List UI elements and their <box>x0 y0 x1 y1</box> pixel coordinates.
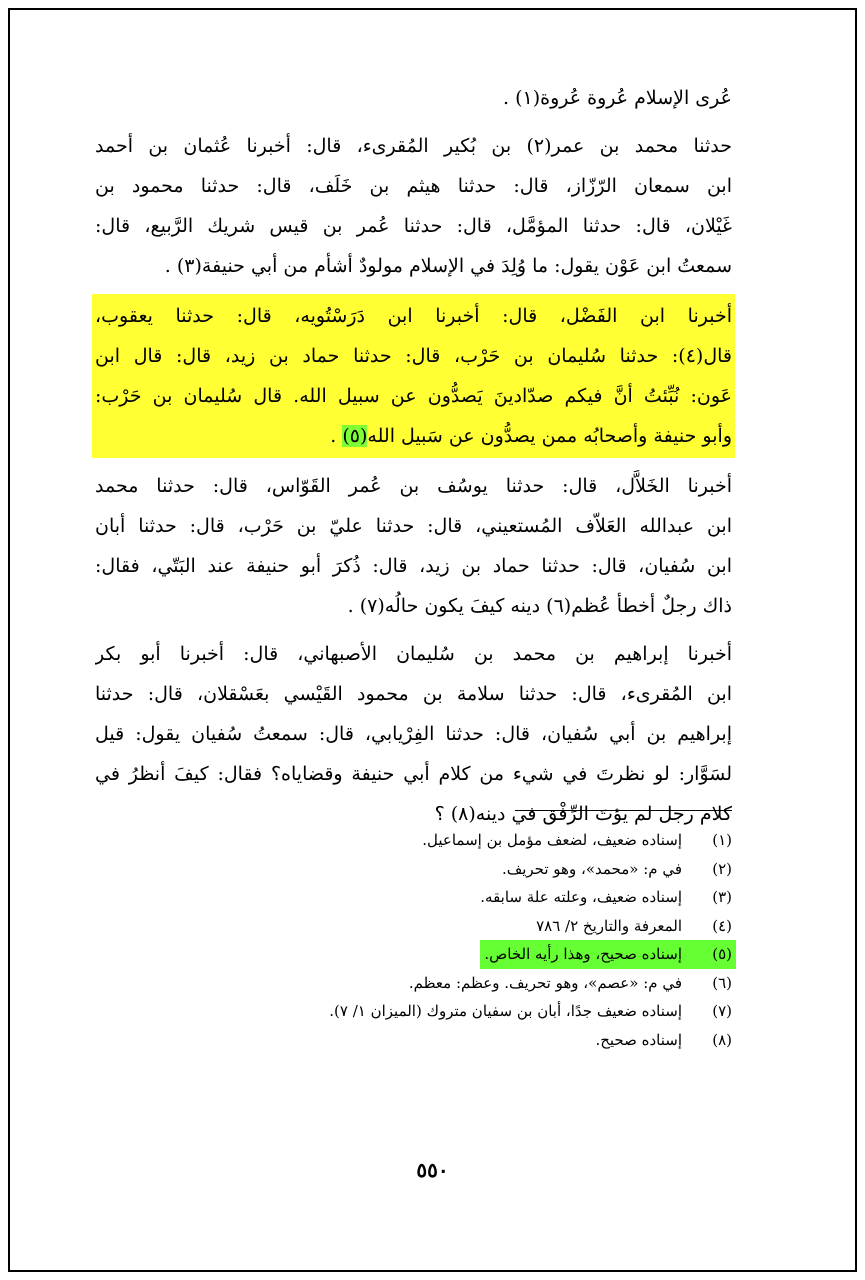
text-line: كلام رجل لم يؤتَ الرِّفْق في دينه(٨) ؟ <box>434 803 732 825</box>
footnote-text: إسناده صحيح، وهذا رأيه الخاص. <box>484 945 682 963</box>
footnote-1 <box>220 826 732 855</box>
text-line: إبراهيم بن أبي سُفيان، قال: حدثنا الفِرْيابي، قال: سمعتُ سُفيان يقول: قيل <box>95 723 732 745</box>
footnote-number: (٢) <box>712 859 732 878</box>
paragraph-4 <box>95 466 732 626</box>
footnote-text: إسناده ضعيف، وعلته علة سابقه. <box>480 888 682 906</box>
text-line: ابن المُقرىء، قال: حدثنا سلامة بن محمود القَيْسي بعَسْقلان، قال: حدثنا <box>95 683 732 705</box>
text-line: عَون: نُبِّئتُ أنَّ فيكم صدّادينَ يَصدُّون عن سبيل الله. قال سُليمان بن حَرْب: <box>95 385 732 407</box>
footnote-text: إسناده ضعيف جدًا، أبان بن سفيان متروك (الميزان ١/ ٧). <box>329 1002 682 1020</box>
footnotes <box>220 826 732 1054</box>
footnote-text: إسناده صحيح. <box>595 1030 682 1049</box>
green-highlight <box>480 940 736 969</box>
footnote-number: (٣) <box>712 888 732 906</box>
paragraph-5 <box>95 634 732 834</box>
footnote-number: (٨) <box>712 1030 732 1049</box>
text-line: أخبرنا ابن الفَضْل، قال: أخبرنا ابن دَرَسْتُويه، قال: حدثنا يعقوب، <box>95 305 732 327</box>
footnote-number: (٥) <box>712 945 732 963</box>
text-line: حدثنا محمد بن عمر(٢) بن بُكير المُقرىء، قال: أخبرنا عُثمان بن أحمد <box>95 135 732 157</box>
footnote-6 <box>220 969 732 998</box>
text-span: وأبو حنيفة وأصحابُه ممن يصدُّون عن سَبيل الله <box>367 425 732 447</box>
highlighted-paragraph <box>92 294 735 458</box>
text-line: ابن سمعان الرّزّاز، قال: حدثنا هيثم بن خَلَف، قال: حدثنا محمود بن <box>95 175 732 197</box>
text-line: لسَوَّار: لو نظرتَ في شيء من كلام أبي حنيفة وقضاياه؟ فقال: كيفَ أنظرُ في <box>95 763 732 785</box>
footnote-number: (٧) <box>712 1002 732 1020</box>
text-span: . <box>330 425 343 447</box>
text-line: سمعتُ ابن عَوْن يقول: ما وُلِدَ في الإسلام مولودٌ أشأم من أبي حنيفة(٣) . <box>164 255 732 277</box>
text-line: ابن عبدالله العَلاّف المُستعيني، قال: حدثنا عليّ بن حَرْب، قال: حدثنا أبان <box>95 515 732 537</box>
paragraph-1 <box>95 78 732 118</box>
page-number: ٥٥٠ <box>416 1158 449 1182</box>
footnote-5-highlighted <box>220 940 732 969</box>
footnote-number: (٦) <box>712 973 732 992</box>
footnote-8 <box>220 1026 732 1055</box>
text-line: غَيْلان، قال: حدثنا المؤمَّل، قال: حدثنا عُمر بن قيس شريك الرَّبيع، قال: <box>95 215 732 237</box>
footnote-text: في م: «عصم»، وهو تحريف. وعظم: معظم. <box>408 973 682 992</box>
footnote-4 <box>220 912 732 941</box>
text-line: قال(٤): حدثنا سُليمان بن حَرْب، قال: حدثنا حماد بن زيد، قال: قال ابن <box>95 345 732 367</box>
footnote-text: المعرفة والتاريخ ٢/ ٧٨٦ <box>536 916 682 935</box>
footnote-separator <box>515 810 732 811</box>
paragraph-2 <box>95 126 732 286</box>
footnote-marker-5: (٥) <box>342 425 368 447</box>
text-line: ابن سُفيان، قال: حدثنا حماد بن زيد، قال: ذُكرَ أبو حنيفة عند البَتّي، فقال: <box>95 555 732 577</box>
text-line: أخبرنا الخَلاَّل، قال: حدثنا يوسُف بن عُمر القَوّاس، قال: حدثنا محمد <box>95 475 732 497</box>
text-line: عُرى الإسلام عُروة عُروة(١) . <box>503 87 732 109</box>
footnote-2 <box>220 855 732 884</box>
footnote-7 <box>220 997 732 1026</box>
footnote-3 <box>220 883 732 912</box>
main-text <box>95 78 732 834</box>
footnote-text: إسناده ضعيف، لضعف مؤمل بن إسماعيل. <box>422 831 682 849</box>
footnote-number: (٤) <box>712 916 732 935</box>
text-line <box>95 416 732 456</box>
text-line: ذاك رجلٌ أخطأ عُظم(٦) دينه كيفَ يكون حالُه(٧) . <box>347 595 732 617</box>
text-line: أخبرنا إبراهيم بن محمد بن سُليمان الأصبهاني، قال: أخبرنا أبو بكر <box>95 643 732 665</box>
footnote-text: في م: «محمد»، وهو تحريف. <box>501 859 682 878</box>
footnote-number: (١) <box>712 831 732 849</box>
